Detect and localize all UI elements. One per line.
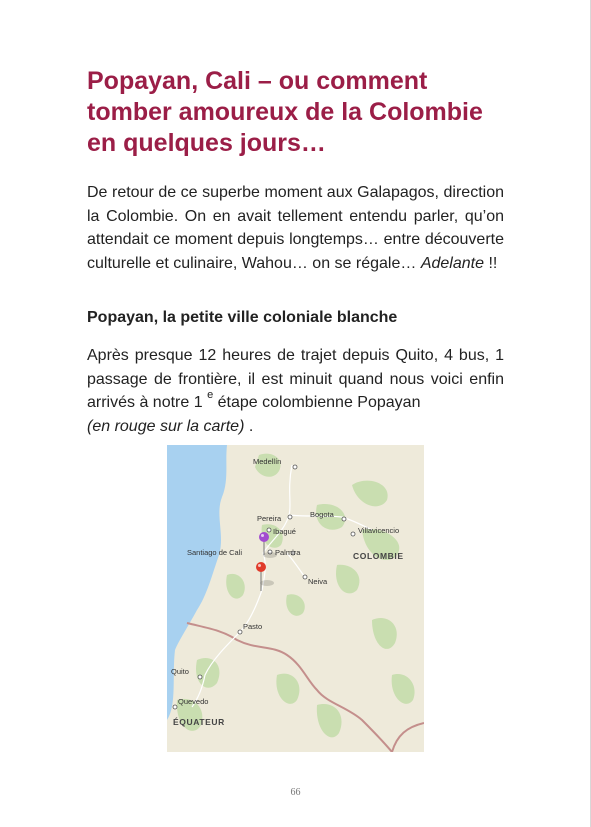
label-palmira: Palmira [275,548,301,557]
trip-end: . [248,417,254,435]
label-quito: Quito [171,667,189,676]
map-image [167,445,424,752]
label-colombie: COLOMBIE [353,551,404,561]
intro-italic: Adelante [420,254,484,272]
label-equateur: ÉQUATEUR [173,717,225,727]
label-pereira: Pereira [257,514,282,523]
label-villavicencio: Villavicencio [358,526,400,535]
label-medellin: Medellín [253,457,282,466]
label-bogota: Bogota [310,510,334,519]
trip-paragraph [87,344,504,438]
label-ibague: Ibagué [273,527,296,536]
map-svg [167,445,424,752]
label-pasto: Pasto [243,622,263,631]
article-title: Popayan, Cali – ou comment tomber amoureux de la Colombie en quelques jours… [87,67,483,157]
label-quevedo: Quevedo [178,697,209,706]
section-title: Popayan, la petite ville coloniale blanche [87,309,398,326]
intro-end: !! [488,254,498,272]
map-note: (en rouge sur la carte) [87,417,245,435]
intro-text: De retour de ce superbe moment aux Galapagos, direction la Colombie. On en avait tellement entendu parler, qu’on attendait ce moment depuis longtemps… entre découverte culturelle et culinaire, Wahou… on se régale… [87,184,504,272]
intro-paragraph [87,181,504,275]
trip-text-after: étape colombienne Popayan [217,394,421,411]
label-cali: Santiago de Cali [187,548,243,557]
page-number: 66 [290,787,301,798]
label-neiva: Neiva [308,577,328,586]
trip-text: Après presque 12 heures de trajet depuis Quito, 4 bus, 1 passage de frontière, il est minuit quand nous voici enfin arrivés à notre 1 [87,347,504,411]
ordinal-superscript: e [207,389,214,401]
